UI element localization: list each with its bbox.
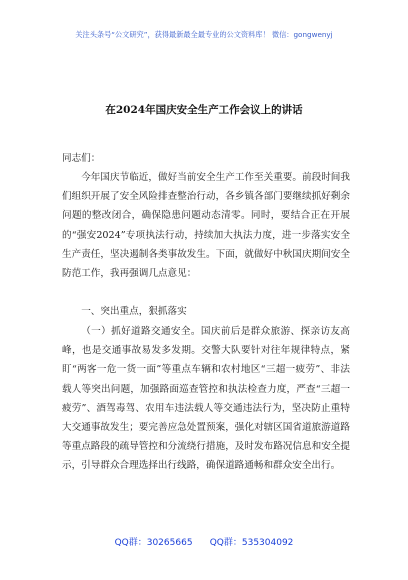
header-note: 关注头条号“公文研究”，获得最新最全最专业的公文资料库！ 微信：gongwenyj: [75, 30, 333, 39]
section-heading: 一、突出重点，狠抓落实: [81, 306, 187, 317]
paragraph-traffic-safety: （一）抓好道路交通安全。国庆前后是群众旅游、探亲访友高峰，也是交通事故易发多发期。交警大队要针对往年规律特点，紧盯“两客一危一货一面”等重点车辆和农村地区“三超一疲劳”、非法载人等突出问题，加强路面巡查管控和执法检查力度，严查“三超一疲劳”、酒驾毒驾、农用车违法载人等交通违法行为，坚决防止重特大交通事故发生；要完善应急处置预案，强化对辖区国省道旅游道路等重点路段的疏导管控和分流绕行措施，及时发布路况信息和安全提示，引导群众合理选择出行线路，确保道路通畅和群众安全出行。: [62, 326, 350, 472]
document-title: 在2024年国庆安全生产工作会议上的讲话: [105, 104, 303, 116]
footer-contact: QQ群：30265665 QQ群：535304092: [114, 538, 294, 548]
paragraph-intro: 今年国庆节临近，做好当前安全生产工作至关重要。前段时间我们组织开展了安全风险排查整治行动，各乡镇各部门要继续抓好剩余问题的整改闭合，确保隐患问题动态清零。同时，要结合正在开展的“强安2024”专项执法行动，持续加大执法力度，进一步落实安全生产责任，坚决遏制各类事故发生。下面，就做好中秋国庆期间安全防范工作，我再强调几点意见：: [62, 172, 350, 280]
salutation: 同志们：: [62, 153, 101, 164]
